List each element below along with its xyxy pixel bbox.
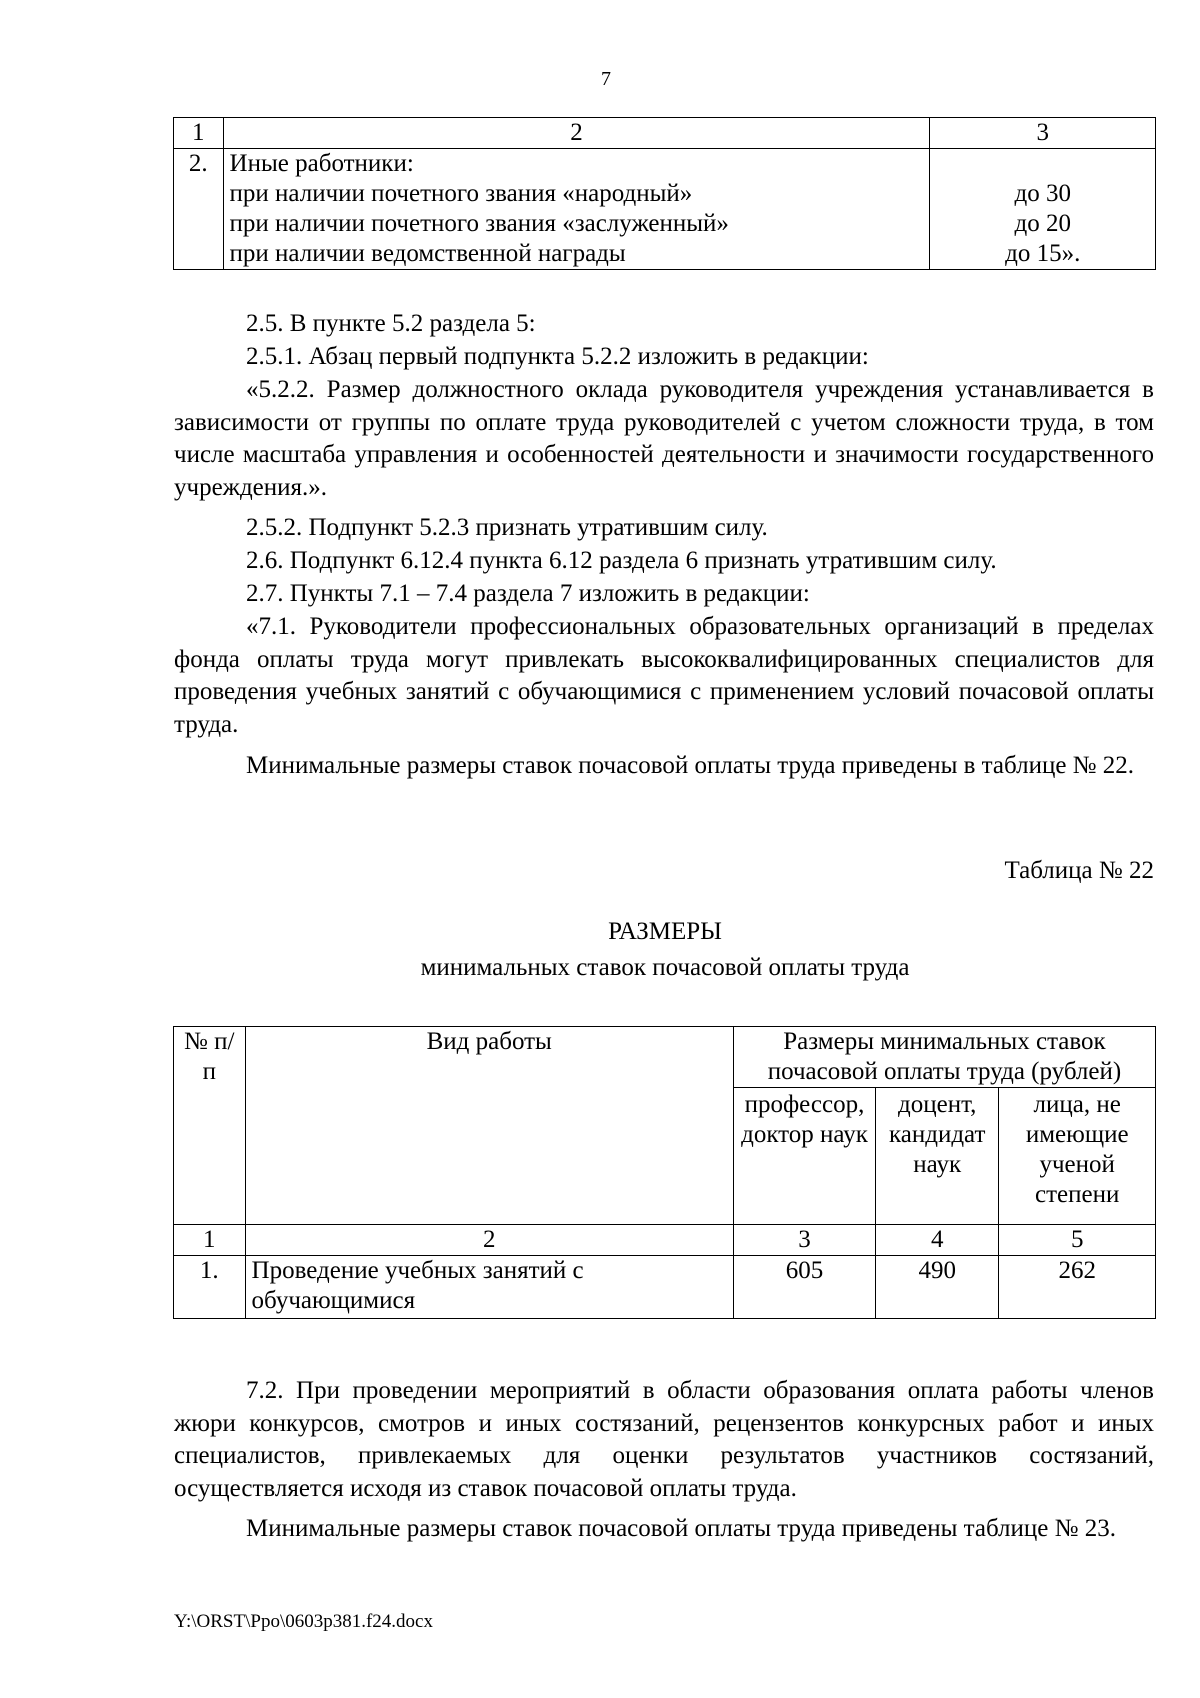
row-value: до 30 bbox=[1014, 180, 1071, 207]
rates-table bbox=[173, 1026, 1156, 1319]
row-docent-rate: 490 bbox=[876, 1256, 999, 1319]
table-header-cell: 3 bbox=[930, 118, 1156, 149]
paragraph: 2.6. Подпункт 6.12.4 пункта 6.12 раздела 6 признать утратившим силу. bbox=[246, 547, 997, 574]
page-number: 7 bbox=[601, 68, 611, 90]
header-no-degree: лица, не имеющие ученой степени bbox=[999, 1088, 1156, 1225]
row-value: до 15». bbox=[1005, 240, 1081, 267]
row-professor-rate: 605 bbox=[733, 1256, 875, 1319]
paragraph: Минимальные размеры ставок почасовой оплаты труда приведены таблице № 23. bbox=[246, 1515, 1116, 1542]
column-number: 3 bbox=[733, 1225, 875, 1256]
paragraph: 2.5.1. Абзац первый подпункта 5.2.2 изложить в редакции: bbox=[246, 343, 869, 370]
row-line: при наличии почетного звания «заслуженный» bbox=[229, 210, 729, 237]
header-rates: Размеры минимальных ставок почасовой оплаты труда (рублей) bbox=[733, 1027, 1155, 1088]
column-number-row bbox=[174, 1225, 1156, 1256]
header-work-type: Вид работы bbox=[245, 1027, 733, 1225]
column-number: 5 bbox=[999, 1225, 1156, 1256]
table-header-row bbox=[174, 118, 1156, 149]
row-values bbox=[930, 149, 1156, 270]
column-number: 2 bbox=[245, 1225, 733, 1256]
paragraph: 7.2. При проведении мероприятий в области образования оплата работы членов жюри конкурсов, смотров и иных состязаний, рецензентов конкурсных работ и иных специалистов, привлекаемых для оценки результатов участников состязаний, осуществляется исходя из ставок почасовой оплаты труда. bbox=[174, 1377, 1154, 1502]
paragraph: «7.1. Руководители профессиональных образовательных организаций в пределах фонда оплаты труда могут привлекать высококвалифицированных специалистов для проведения учебных занятий с обучающимися с применением условий почасовой оплаты труда. bbox=[174, 613, 1154, 738]
table-continuation bbox=[173, 117, 1156, 270]
row-number: 1. bbox=[174, 1256, 246, 1319]
row-line: Иные работники: bbox=[229, 150, 414, 177]
row-no-degree-rate: 262 bbox=[999, 1256, 1156, 1319]
table-row bbox=[174, 149, 1156, 270]
table-row bbox=[174, 1256, 1156, 1319]
table-caption: Таблица № 22 bbox=[1004, 857, 1154, 884]
table-subtitle: минимальных ставок почасовой оплаты труда bbox=[420, 954, 910, 981]
paragraph: 2.7. Пункты 7.1 – 7.4 раздела 7 изложить в редакции: bbox=[246, 580, 810, 607]
row-work-type: Проведение учебных занятий с обучающимися bbox=[245, 1256, 733, 1319]
row-line: при наличии почетного звания «народный» bbox=[229, 180, 693, 207]
table-header-cell: 1 bbox=[174, 118, 224, 149]
header-professor: профессор, доктор наук bbox=[733, 1088, 875, 1225]
column-number: 4 bbox=[876, 1225, 999, 1256]
paragraph: 2.5.2. Подпункт 5.2.3 признать утратившим силу. bbox=[246, 514, 768, 541]
table-header-row bbox=[174, 1027, 1156, 1088]
row-value: до 20 bbox=[1014, 210, 1071, 237]
header-number: № п/п bbox=[174, 1027, 246, 1225]
paragraph: 2.5. В пункте 5.2 раздела 5: bbox=[246, 310, 536, 337]
paragraph: «5.2.2. Размер должностного оклада руководителя учреждения устанавливается в зависимости от группы по оплате труда руководителей с учетом сложности труда, в том числе масштаба управления и особенностей деятельности и значимости государственного учреждения.». bbox=[174, 376, 1154, 501]
column-number: 1 bbox=[174, 1225, 246, 1256]
row-number: 2. bbox=[174, 149, 224, 270]
table-header-cell: 2 bbox=[223, 118, 930, 149]
footer-file-path: Y:\ORST\Ppo\0603p381.f24.docx bbox=[174, 1611, 433, 1632]
row-value bbox=[936, 149, 1149, 179]
header-docent: доцент, кандидат наук bbox=[876, 1088, 999, 1225]
row-line: при наличии ведомственной награды bbox=[229, 240, 626, 267]
row-description bbox=[223, 149, 930, 270]
paragraph: Минимальные размеры ставок почасовой оплаты труда приведены в таблице № 22. bbox=[246, 752, 1135, 779]
table-title: РАЗМЕРЫ bbox=[608, 918, 722, 945]
